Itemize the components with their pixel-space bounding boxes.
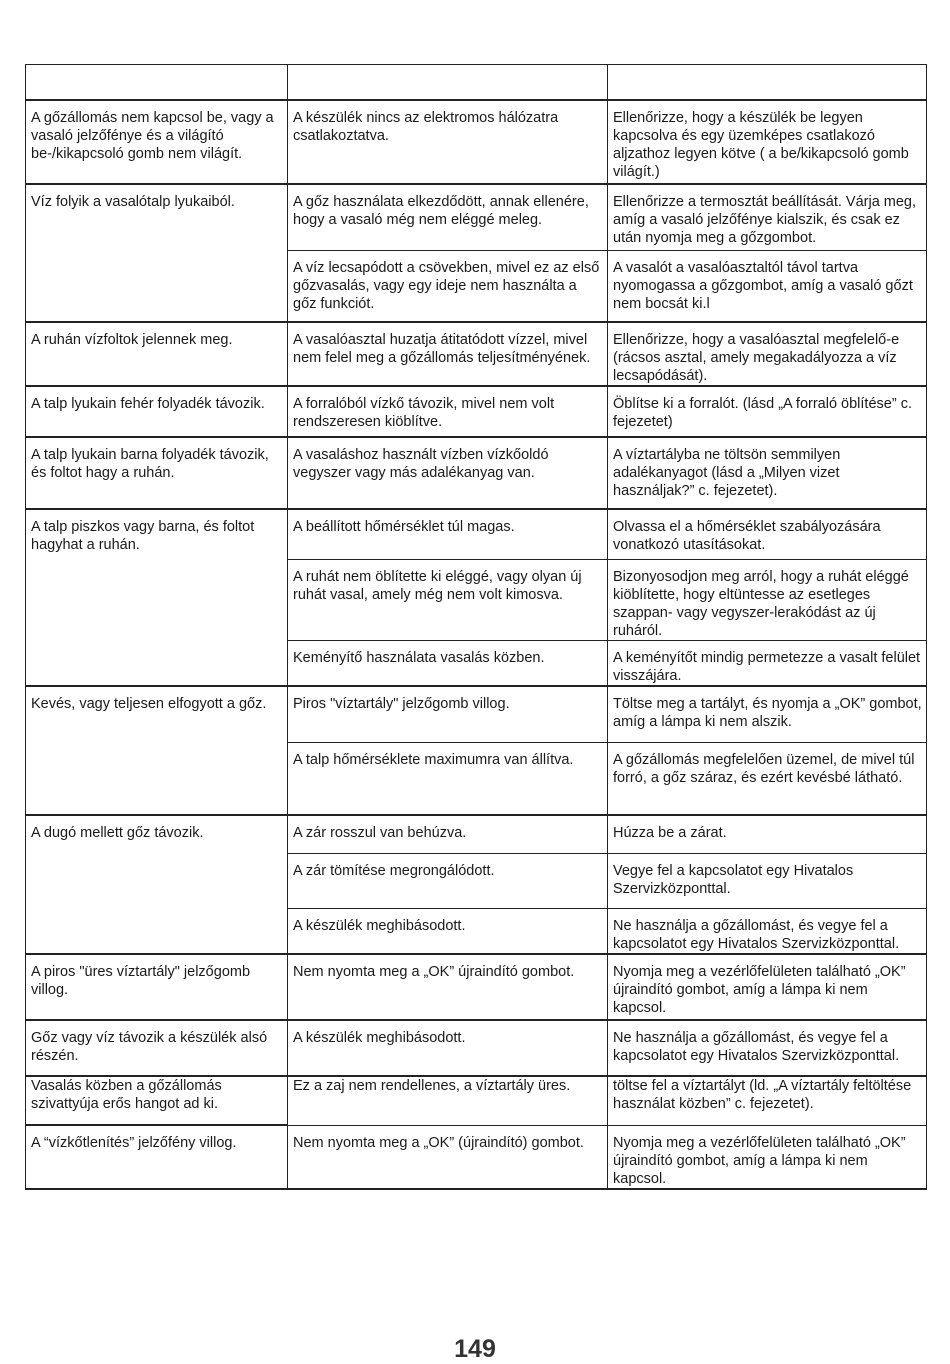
solution-cell: Nyomja meg a vezérlőfelületen található „OK” újraindító gombot, amíg a lámpa ki nem kapcsol. — [608, 954, 927, 1020]
table-row — [26, 386, 927, 437]
header-cell-cause — [288, 65, 608, 100]
solution-cell: töltse fel a víztartályt (ld. „A víztartály feltöltése használat közben” c. fejezetet). — [608, 1076, 927, 1125]
cause-cell: Nem nyomta meg a „OK” újraindító gombot. — [288, 954, 608, 1020]
header-cell-problem — [26, 65, 288, 100]
cause-cell: Nem nyomta meg a „OK” (újraindító) gombot. — [288, 1125, 608, 1189]
solution-cell: Ellenőrizze a termosztát beállítását. Várja meg, amíg a vasaló jelzőfénye kialszik, és csak ez után nyomja meg a gőzgombot. — [608, 184, 927, 251]
problem-cell: A “vízkőtlenítés” jelzőfény villog. — [26, 1125, 288, 1189]
solution-cell: Töltse meg a tartályt, és nyomja a „OK” gombot, amíg a lámpa ki nem alszik. — [608, 686, 927, 742]
table-row — [26, 815, 927, 853]
problem-cell: Víz folyik a vasalótalp lyukaiból. — [26, 184, 288, 322]
table-header-row — [26, 65, 927, 100]
table-row — [26, 184, 927, 251]
problem-cell: A talp piszkos vagy barna, és foltot hagyhat a ruhán. — [26, 509, 288, 687]
problem-cell: A dugó mellett gőz távozik. — [26, 815, 288, 954]
problem-cell: Kevés, vagy teljesen elfogyott a gőz. — [26, 686, 288, 815]
solution-cell: A keményítőt mindig permetezze a vasalt felület visszájára. — [608, 641, 927, 687]
problem-cell: A gőzállomás nem kapcsol be, vagy a vasaló jelzőfénye és a világító be-/kikapcsoló gomb nem világít. — [26, 100, 288, 184]
cause-cell: A beállított hőmérséklet túl magas. — [288, 509, 608, 560]
table-row — [26, 1076, 927, 1125]
solution-cell: A gőzállomás megfelelően üzemel, de mivel túl forró, a gőz száraz, és ezért kevésbé látható. — [608, 742, 927, 815]
cause-cell: A készülék meghibásodott. — [288, 1020, 608, 1076]
table-row — [26, 322, 927, 386]
solution-cell: Vegye fel a kapcsolatot egy Hivatalos Szervizközponttal. — [608, 853, 927, 908]
solution-cell: Olvassa el a hőmérséklet szabályozására vonatkozó utasításokat. — [608, 509, 927, 560]
solution-cell: Nyomja meg a vezérlőfelületen található „OK” újraindító gombot, amíg a lámpa ki nem kapcsol. — [608, 1125, 927, 1189]
problem-cell: A piros "üres víztartály" jelzőgomb villog. — [26, 954, 288, 1020]
table-row — [26, 100, 927, 184]
cause-cell: A vasaláshoz használt vízben vízkőoldó vegyszer vagy más adalékanyag van. — [288, 437, 608, 509]
table-row — [26, 437, 927, 509]
table-row — [26, 686, 927, 742]
cause-cell: A zár tömítése megrongálódott. — [288, 853, 608, 908]
problem-cell: A talp lyukain barna folyadék távozik, és foltot hagy a ruhán. — [26, 437, 288, 509]
cause-cell: A vasalóasztal huzatja átitatódott vízzel, mivel nem felel meg a gőzállomás teljesítményének. — [288, 322, 608, 386]
cause-cell: A ruhát nem öblítette ki eléggé, vagy olyan új ruhát vasal, amely még nem volt kimosva. — [288, 560, 608, 641]
cause-cell: A talp hőmérséklete maximumra van állítva. — [288, 742, 608, 815]
cause-cell: A víz lecsapódott a csövekben, mivel ez az első gőzvasalás, vagy egy ideje nem használta a gőz funkciót. — [288, 251, 608, 322]
troubleshooting-table — [25, 64, 927, 1190]
table-row — [26, 1020, 927, 1076]
solution-cell: A vasalót a vasalóasztaltól távol tartva nyomogassa a gőzgombot, amíg a vasaló gőzt nem bocsát ki.l — [608, 251, 927, 322]
problem-cell: Gőz vagy víz távozik a készülék alsó részén. — [26, 1020, 288, 1076]
solution-cell: Ellenőrizze, hogy a készülék be legyen kapcsolva és egy üzemképes csatlakozó aljzathoz legyen kötve ( a be/kikapcsoló gomb világít.) — [608, 100, 927, 184]
solution-cell: Ne használja a gőzállomást, és vegye fel a kapcsolatot egy Hivatalos Szervizközponttal. — [608, 1020, 927, 1076]
problem-cell: Vasalás közben a gőzállomás szivattyúja erős hangot ad ki. — [26, 1076, 288, 1125]
solution-cell: Ne használja a gőzállomást, és vegye fel a kapcsolatot egy Hivatalos Szervizközponttal. — [608, 908, 927, 954]
cause-cell: A zár rosszul van behúzva. — [288, 815, 608, 853]
table-row — [26, 1125, 927, 1189]
page-number: 149 — [454, 1335, 496, 1363]
solution-cell: Bizonyosodjon meg arról, hogy a ruhát eléggé kiöblítette, hogy eltüntesse az esetleges szappan- vagy vegyszer-lerakódást az új ruháról. — [608, 560, 927, 641]
cause-cell: A forralóból vízkő távozik, mivel nem volt rendszeresen kiöblítve. — [288, 386, 608, 437]
cause-cell: Piros "víztartály" jelzőgomb villog. — [288, 686, 608, 742]
cause-cell: A készülék nincs az elektromos hálózatra csatlakoztatva. — [288, 100, 608, 184]
solution-cell: A víztartályba ne töltsön semmilyen adalékanyagot (lásd a „Milyen vizet használjak?” c. fejezetet). — [608, 437, 927, 509]
table-row — [26, 954, 927, 1020]
problem-cell: A ruhán vízfoltok jelennek meg. — [26, 322, 288, 386]
problem-cell: A talp lyukain fehér folyadék távozik. — [26, 386, 288, 437]
solution-cell: Ellenőrizze, hogy a vasalóasztal megfelelő-e (rácsos asztal, amely megakadályozza a víz lecsapódását). — [608, 322, 927, 386]
table-row — [26, 509, 927, 560]
cause-cell: Ez a zaj nem rendellenes, a víztartály üres. — [288, 1076, 608, 1125]
header-cell-solution — [608, 65, 927, 100]
solution-cell: Húzza be a zárat. — [608, 815, 927, 853]
cause-cell: A gőz használata elkezdődött, annak ellenére, hogy a vasaló még nem eléggé meleg. — [288, 184, 608, 251]
table-body — [26, 65, 927, 1189]
cause-cell: A készülék meghibásodott. — [288, 908, 608, 954]
cause-cell: Keményítő használata vasalás közben. — [288, 641, 608, 687]
solution-cell: Öblítse ki a forralót. (lásd „A forraló öblítése” c. fejezetet) — [608, 386, 927, 437]
